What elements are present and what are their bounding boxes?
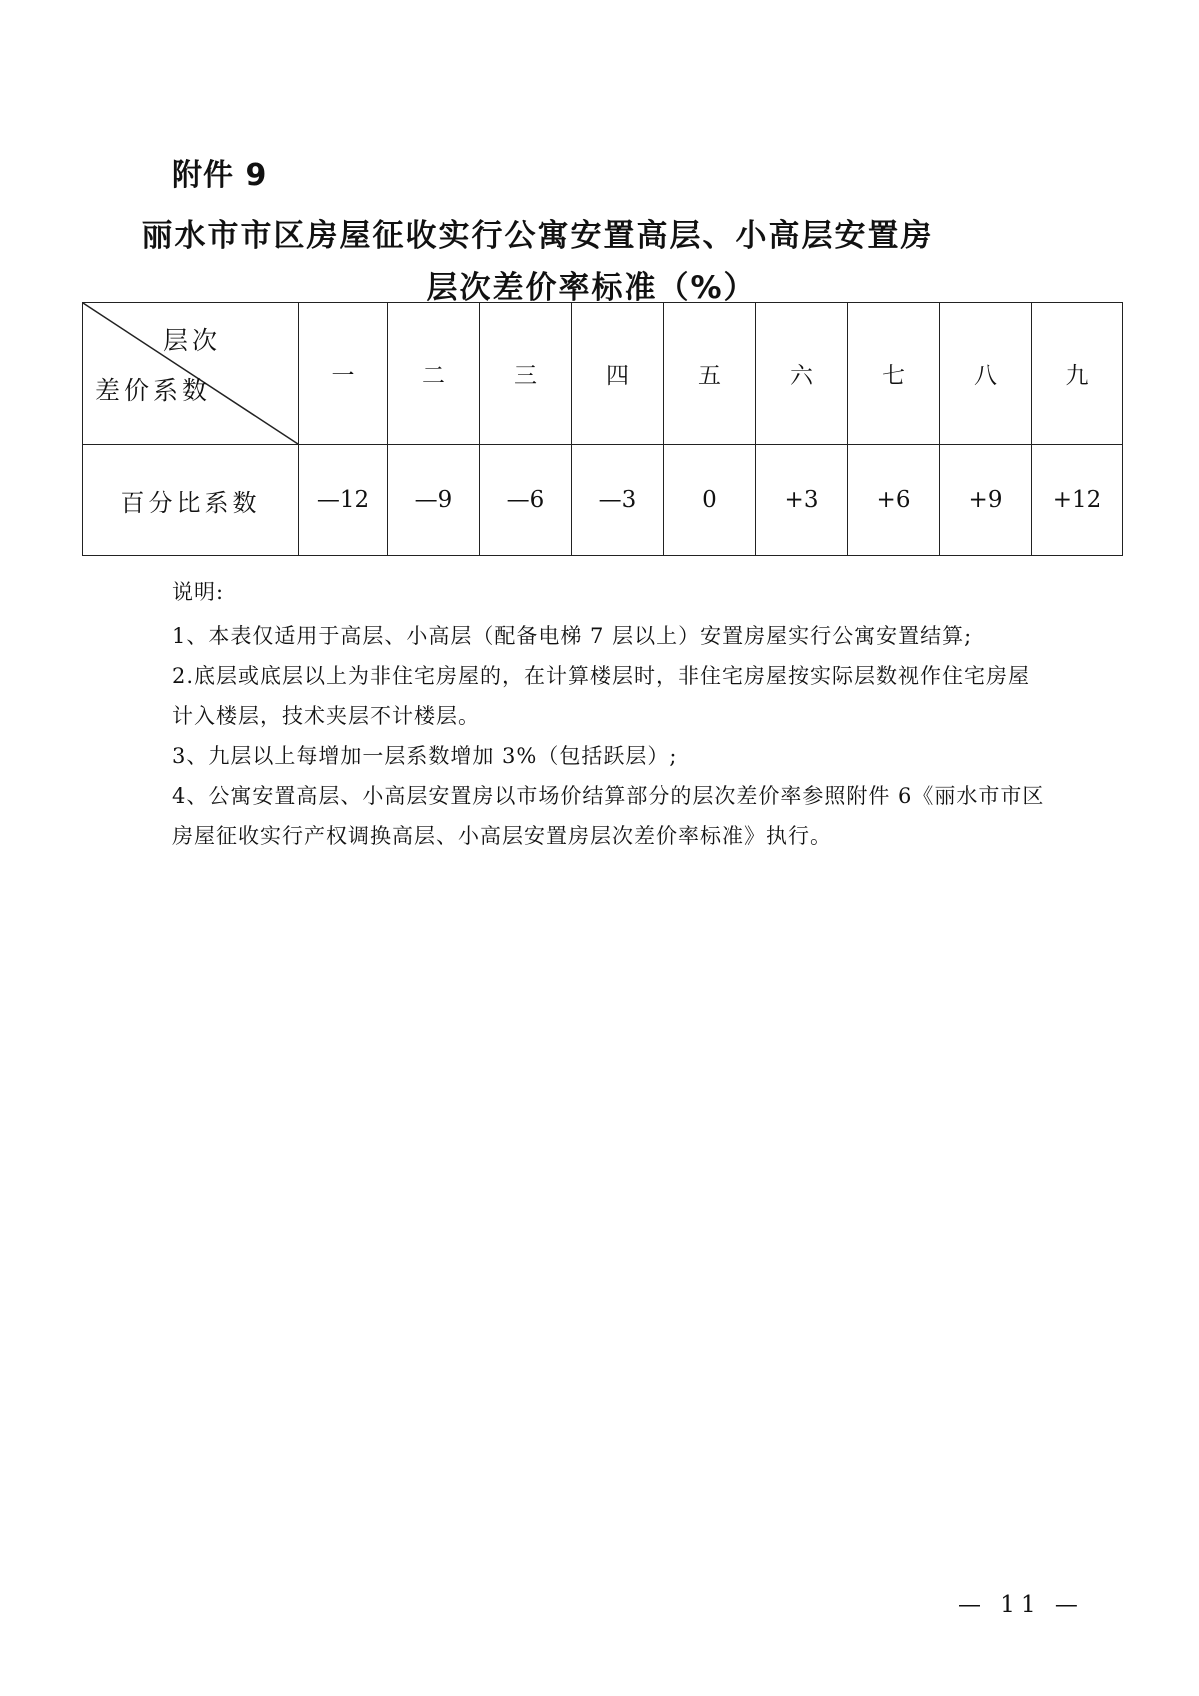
rate-value: —6 [480, 445, 572, 556]
diagonal-corner-cell [83, 303, 299, 445]
rate-value: —9 [388, 445, 480, 556]
floor-header: 三 [480, 303, 572, 445]
floor-header: 六 [756, 303, 848, 445]
floor-header: 八 [940, 303, 1032, 445]
note-item: 2.底层或底层以上为非住宅房屋的，在计算楼层时，非住宅房屋按实际层数视作住宅房屋计入楼层，技术夹层不计楼层。 [172, 664, 1031, 728]
floor-header: 九 [1032, 303, 1123, 445]
floor-rate-table [82, 302, 1123, 556]
corner-floor-label: 层次 [163, 326, 222, 355]
notes-heading: 说明: [172, 580, 225, 604]
page-number: — 11 — [958, 1592, 1084, 1618]
table-header-row [83, 303, 1123, 445]
row-label: 百分比系数 [83, 445, 299, 556]
note-item: 1、本表仅适用于高层、小高层（配备电梯 7 层以上）安置房屋实行公寓安置结算; [172, 624, 973, 648]
notes-section [172, 572, 1052, 856]
rate-value: +3 [756, 445, 848, 556]
document-title-line2: 层次差价率标准（%） [426, 270, 757, 306]
floor-header: 五 [664, 303, 756, 445]
rate-value: —12 [299, 445, 388, 556]
floor-header: 二 [388, 303, 480, 445]
rate-value: —3 [572, 445, 664, 556]
document-title-line1: 丽水市市区房屋征收实行公寓安置高层、小高层安置房 [141, 218, 934, 254]
note-item: 3、九层以上每增加一层系数增加 3%（包括跃层）; [172, 744, 678, 768]
table-value-row [83, 445, 1123, 556]
corner-coefficient-label: 差价系数 [95, 376, 212, 405]
rate-value: 0 [664, 445, 756, 556]
floor-header: 七 [848, 303, 940, 445]
rate-value: +9 [940, 445, 1032, 556]
rate-value: +6 [848, 445, 940, 556]
rate-value: +12 [1032, 445, 1123, 556]
note-item: 4、公寓安置高层、小高层安置房以市场价结算部分的层次差价率参照附件 6《丽水市市区房屋征收实行产权调换高层、小高层安置房层次差价率标准》执行。 [172, 784, 1045, 848]
floor-header: 四 [572, 303, 664, 445]
attachment-label: 附件 9 [172, 158, 268, 193]
floor-header: 一 [299, 303, 388, 445]
